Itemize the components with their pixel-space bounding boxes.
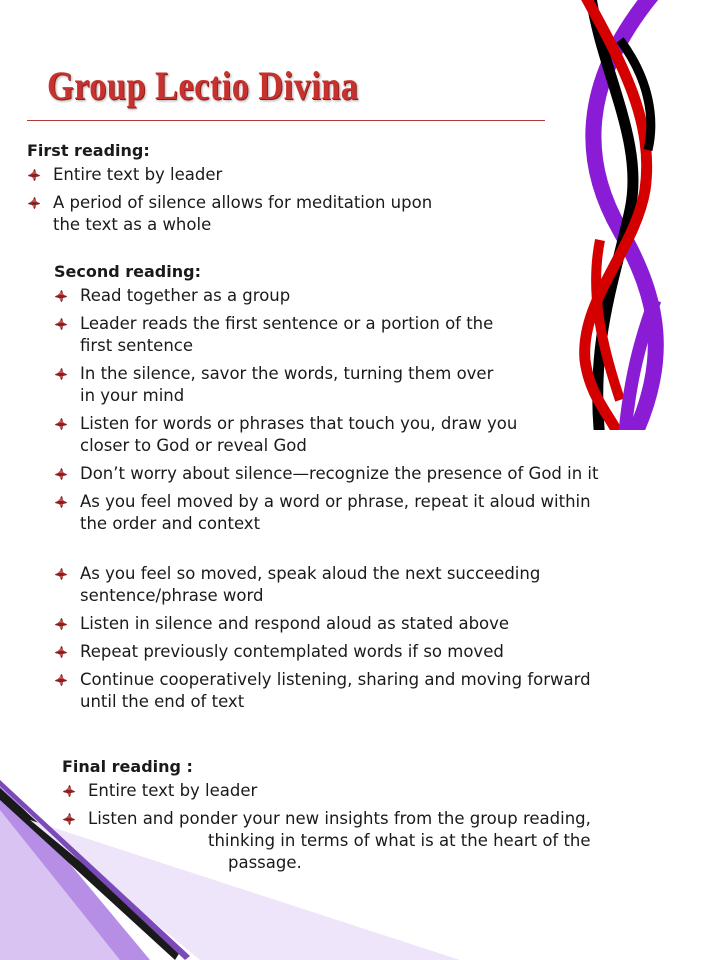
bullet-icon [55, 568, 67, 580]
list-item: Entire text by leader [62, 780, 662, 802]
first-reading-heading: First reading: [27, 141, 150, 160]
list-item: Leader reads the first sentence or a portion of the first sentence [54, 313, 664, 357]
bullet-icon [55, 290, 67, 302]
list-item: Continue cooperatively listening, sharing and moving forward until the end of text [54, 669, 664, 713]
bullet-icon [28, 169, 40, 181]
final-reading-section [62, 757, 662, 880]
second-reading-list [54, 285, 664, 713]
list-item: As you feel moved by a word or phrase, repeat it aloud within the order and context [54, 491, 664, 535]
bullet-icon [55, 674, 67, 686]
first-reading-section [27, 141, 497, 242]
bullet-icon [55, 368, 67, 380]
list-item: As you feel so moved, speak aloud the next succeeding sentence/phrase word [54, 563, 664, 607]
final-reading-heading: Final reading : [62, 757, 193, 776]
bullet-icon [55, 496, 67, 508]
list-item: Listen and ponder your new insights from the group reading, thinking in terms of what is at the heart of the passage. [62, 808, 662, 874]
bullet-icon [55, 418, 67, 430]
list-item: Listen for words or phrases that touch you, draw you closer to God or reveal God [54, 413, 664, 457]
bullet-icon [63, 813, 75, 825]
list-item: In the silence, savor the words, turning them over in your mind [54, 363, 664, 407]
bullet-icon [55, 618, 67, 630]
bullet-icon [28, 197, 40, 209]
second-reading-section [54, 262, 664, 719]
bullet-icon [55, 646, 67, 658]
final-reading-list [62, 780, 662, 874]
list-item: Listen in silence and respond aloud as stated above [54, 613, 664, 635]
first-reading-list [27, 164, 497, 236]
page-title: Group Lectio Divina [47, 63, 359, 108]
list-item: Repeat previously contemplated words if so moved [54, 641, 664, 663]
second-reading-heading: Second reading: [54, 262, 201, 281]
bullet-icon [55, 318, 67, 330]
list-item: Read together as a group [54, 285, 664, 307]
bullet-icon [63, 785, 75, 797]
title-divider [27, 120, 545, 121]
list-item: Don’t worry about silence—recognize the presence of God in it [54, 463, 664, 485]
list-item: Entire text by leader [27, 164, 497, 186]
list-item: A period of silence allows for meditation upon the text as a whole [27, 192, 497, 236]
bullet-icon [55, 468, 67, 480]
